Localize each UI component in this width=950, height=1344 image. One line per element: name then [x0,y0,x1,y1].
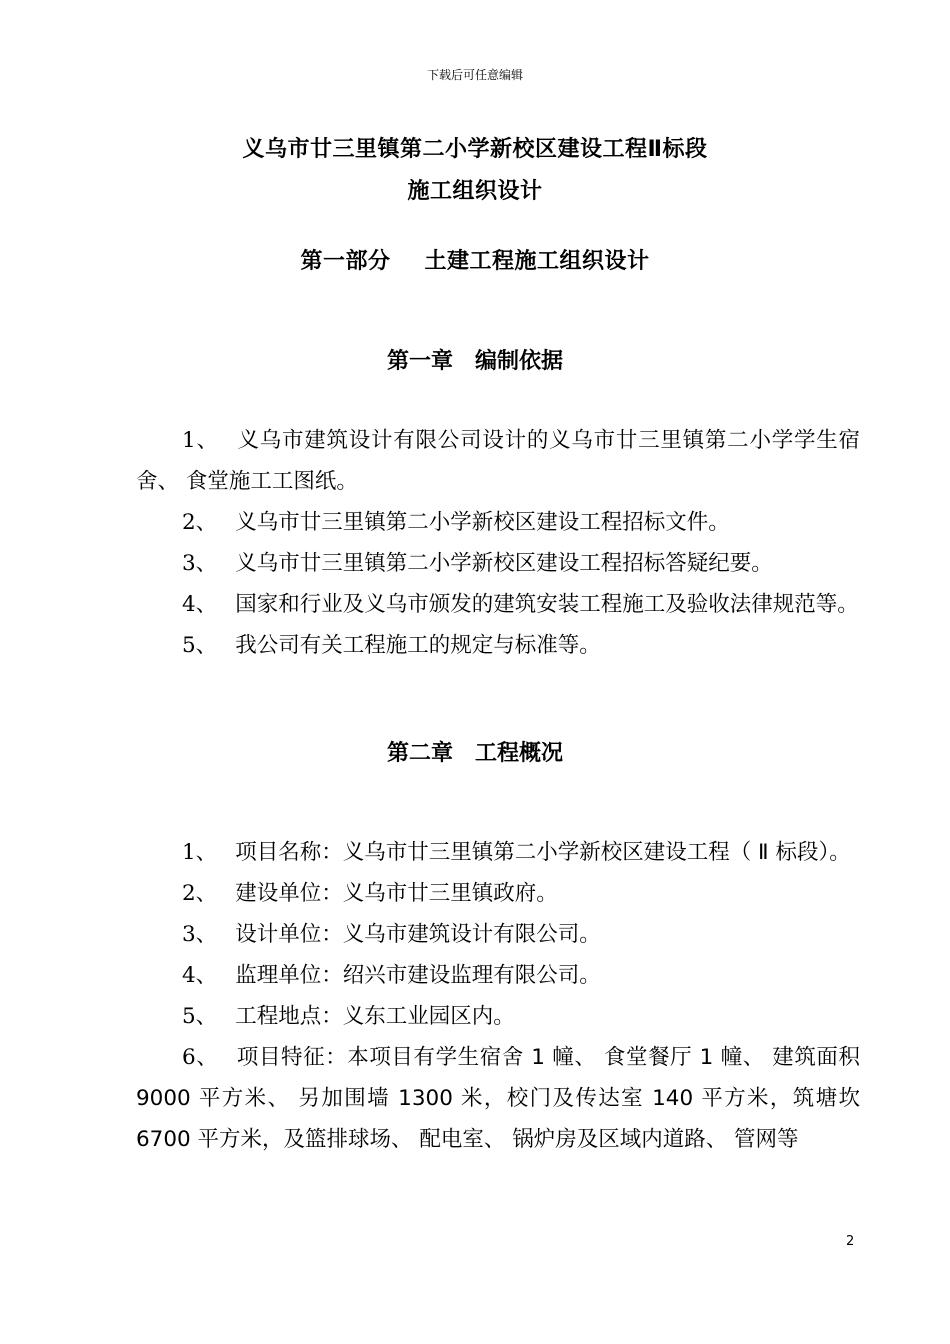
list-item: 5、 我公司有关工程施工的规定与标准等。 [182,633,601,658]
part-heading [0,244,950,275]
list-item: 3、 设计单位：义乌市建筑设计有限公司。 [182,922,601,947]
page-number: 2 [846,1234,855,1249]
part-number: 第一部分 [300,249,391,274]
list-item: 2、 义乌市廿三里镇第二小学新校区建设工程招标文件。 [182,510,730,535]
chapter-name: 编制依据 [475,349,564,374]
list-item: 1、 义乌市建筑设计有限公司设计的义乌市廿三里镇第二小学学生宿舍、 食堂施工工图纸。 [136,428,860,494]
list-item: 3、 义乌市廿三里镇第二小学新校区建设工程招标答疑纪要。 [182,551,773,576]
document-title: 义乌市廿三里镇第二小学新校区建设工程Ⅱ标段 [242,137,708,162]
chapter-heading-2 [0,736,950,767]
header-note: 下载后可任意编辑 [426,68,523,82]
part-name: 土建工程施工组织设计 [424,249,650,274]
list-item: 1、 项目名称：义乌市廿三里镇第二小学新校区建设工程（ Ⅱ 标段）。 [182,840,851,865]
chapter-2-body [136,832,860,1160]
chapter-heading-1 [0,344,950,375]
chapter-number: 第一章 [386,349,453,374]
chapter-name: 工程概况 [475,741,564,766]
chapter-number: 第二章 [386,741,453,766]
list-item: 4、 监理单位：绍兴市建设监理有限公司。 [182,963,601,988]
document-subtitle: 施工组织设计 [407,179,543,204]
list-item: 4、 国家和行业及义乌市颁发的建筑安装工程施工及验收法律规范等。 [182,592,859,617]
list-item: 5、 工程地点：义东工业园区内。 [182,1004,515,1029]
list-item: 6、 项目特征：本项目有学生宿舍 1 幢、 食堂餐厅 1 幢、 建筑面积 9000 平方米、 另加围墙 1300 米，校门及传达室 140 平方米，筑塘坎 6700 平方米，及篮排球场、 配电室、 锅炉房及区域内道路、 管网等 [136,1045,860,1152]
chapter-1-body [136,420,860,666]
list-item: 2、 建设单位：义乌市廿三里镇政府。 [182,881,558,906]
